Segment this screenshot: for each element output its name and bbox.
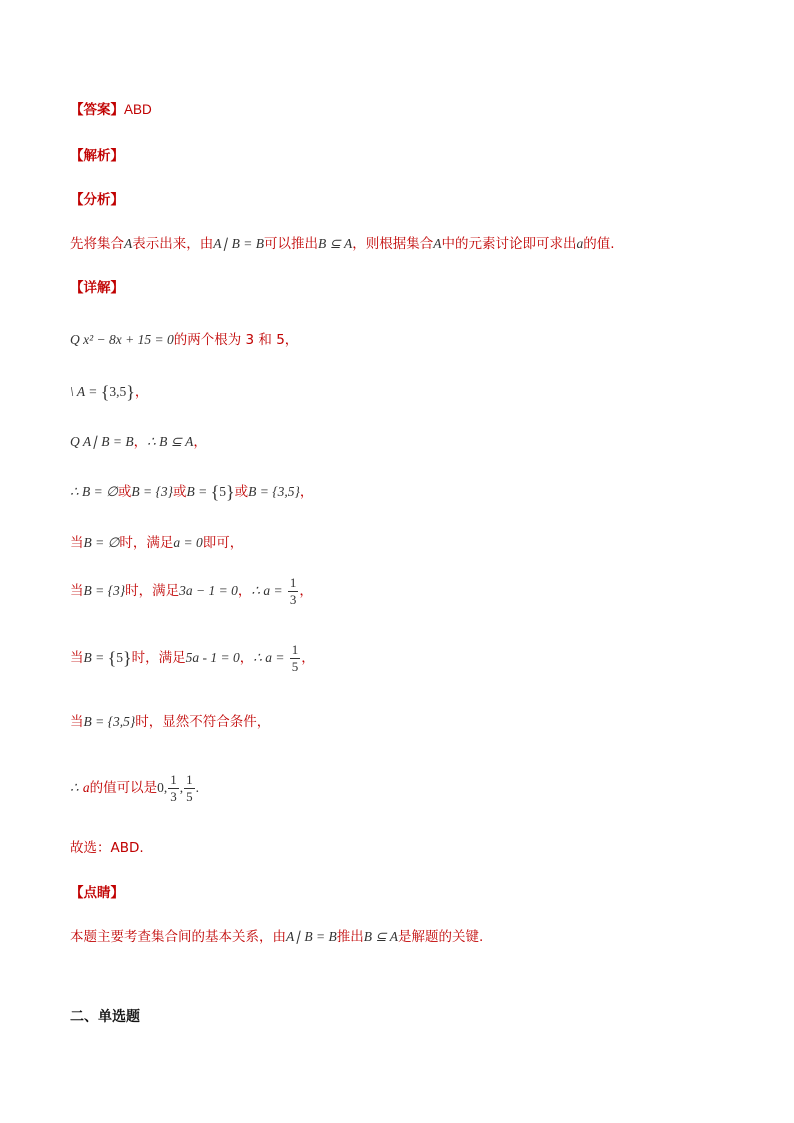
comma: , [179, 780, 184, 795]
text: 中的元素讨论即可求出 [441, 236, 577, 252]
text: 当 [70, 650, 84, 666]
math: A∣ B = B [213, 236, 264, 251]
math: Q A∣ B = B [70, 434, 134, 449]
step-10 [70, 838, 144, 858]
math: A∣ B = B [286, 929, 337, 944]
math: B = [83, 650, 108, 665]
math: 5 [116, 650, 123, 665]
step-2 [70, 382, 148, 402]
brace: } [126, 382, 135, 402]
section-title: 二、单选题 [70, 1009, 140, 1025]
math: a [576, 236, 584, 251]
math: B ⊆ A [317, 236, 353, 251]
math: B = {3,5} [248, 484, 300, 499]
numerator: 1 [291, 641, 299, 657]
text: 或 [234, 484, 249, 500]
math: ∴ a = [253, 650, 285, 665]
math: A [124, 236, 133, 251]
math: 3,5 [109, 384, 127, 399]
math: ∴ B = ∅ [70, 484, 118, 499]
step-9 [70, 770, 199, 806]
fraction [290, 642, 301, 675]
step-5 [70, 533, 243, 553]
text: ， [133, 434, 148, 450]
numerator: 1 [186, 771, 193, 787]
math: a [82, 780, 90, 795]
text: ， [193, 434, 207, 450]
math: 3a − 1 = 0 [179, 583, 238, 598]
text: ，则根据集合 [352, 236, 434, 252]
brace: { [107, 648, 117, 668]
text: 推出 [336, 929, 364, 945]
xiangjie-label: 【详解】 [70, 280, 124, 296]
brace: { [210, 482, 220, 502]
text: 时，显然不符合条件， [135, 714, 271, 730]
denominator: 3 [289, 591, 297, 607]
math: 5 [219, 484, 226, 499]
brace: { [100, 382, 110, 402]
step-1 [70, 330, 298, 350]
text: 的值. [583, 236, 615, 252]
text: 先将集合 [70, 236, 124, 252]
math: ∴ B ⊆ A [147, 434, 194, 449]
math: ∴ a = [251, 583, 283, 598]
jiexi-label: 【解析】 [70, 148, 124, 164]
text: 时，满足 [119, 535, 174, 551]
denominator: 5 [186, 788, 193, 804]
text: ， [299, 484, 314, 500]
dianjing-text [70, 927, 483, 947]
step-4 [70, 482, 313, 502]
math: B ⊆ A [363, 929, 399, 944]
text: 表示出来，由 [132, 236, 214, 252]
text: 当 [70, 535, 84, 551]
fraction [184, 772, 195, 805]
fenxi-label: 【分析】 [70, 192, 124, 208]
step-6 [70, 573, 313, 609]
numerator: 1 [170, 771, 177, 787]
numerator: 1 [289, 574, 297, 590]
math: a = 0 [173, 535, 203, 550]
math: \ A = [70, 384, 101, 399]
text: 是解题的关键. [398, 929, 484, 945]
fenxi-text [70, 234, 615, 254]
text: 或 [117, 484, 132, 500]
fraction [288, 575, 299, 608]
answer-label: 【答案】 [70, 102, 124, 118]
text: 的两个根为 3 和 5， [173, 332, 299, 348]
text: 本题主要考查集合间的基本关系，由 [70, 929, 286, 945]
text: ， [134, 384, 149, 400]
text: 时，满足 [131, 650, 186, 666]
fraction [168, 772, 179, 805]
text: ， [237, 583, 252, 599]
math: B = {3,5} [83, 714, 136, 729]
dianjing-label: 【点睛】 [70, 885, 124, 901]
text: ， [299, 583, 313, 599]
math: B = ∅ [83, 535, 120, 550]
math: 0, [157, 780, 168, 795]
brace: } [123, 648, 132, 668]
math: B = {3} [83, 583, 126, 598]
text: 可以推出 [263, 236, 318, 252]
text: 或 [173, 484, 187, 500]
text: 即可， [202, 535, 244, 551]
math: ∴ [70, 780, 79, 795]
text: ， [239, 650, 254, 666]
answer-value: ABD [124, 102, 152, 117]
step-8 [70, 712, 270, 732]
text: 的值可以是 [89, 780, 158, 796]
text: 当 [70, 583, 84, 599]
math: A [433, 236, 442, 251]
math: 5a - 1 = 0 [185, 650, 240, 665]
text: ， [301, 650, 315, 666]
period: . [195, 780, 200, 795]
text: 时，满足 [125, 583, 180, 599]
math: Q x² − 8x + 15 = 0 [70, 332, 174, 347]
denominator: 5 [291, 658, 299, 674]
step-3 [70, 432, 207, 452]
denominator: 3 [170, 788, 177, 804]
text: 当 [70, 714, 84, 730]
text: 故选：ABD. [70, 840, 144, 856]
brace: } [226, 482, 235, 502]
step-7 [70, 640, 315, 676]
answer-line [70, 100, 152, 120]
math: B = [186, 484, 211, 499]
math: B = {3} [131, 484, 173, 499]
